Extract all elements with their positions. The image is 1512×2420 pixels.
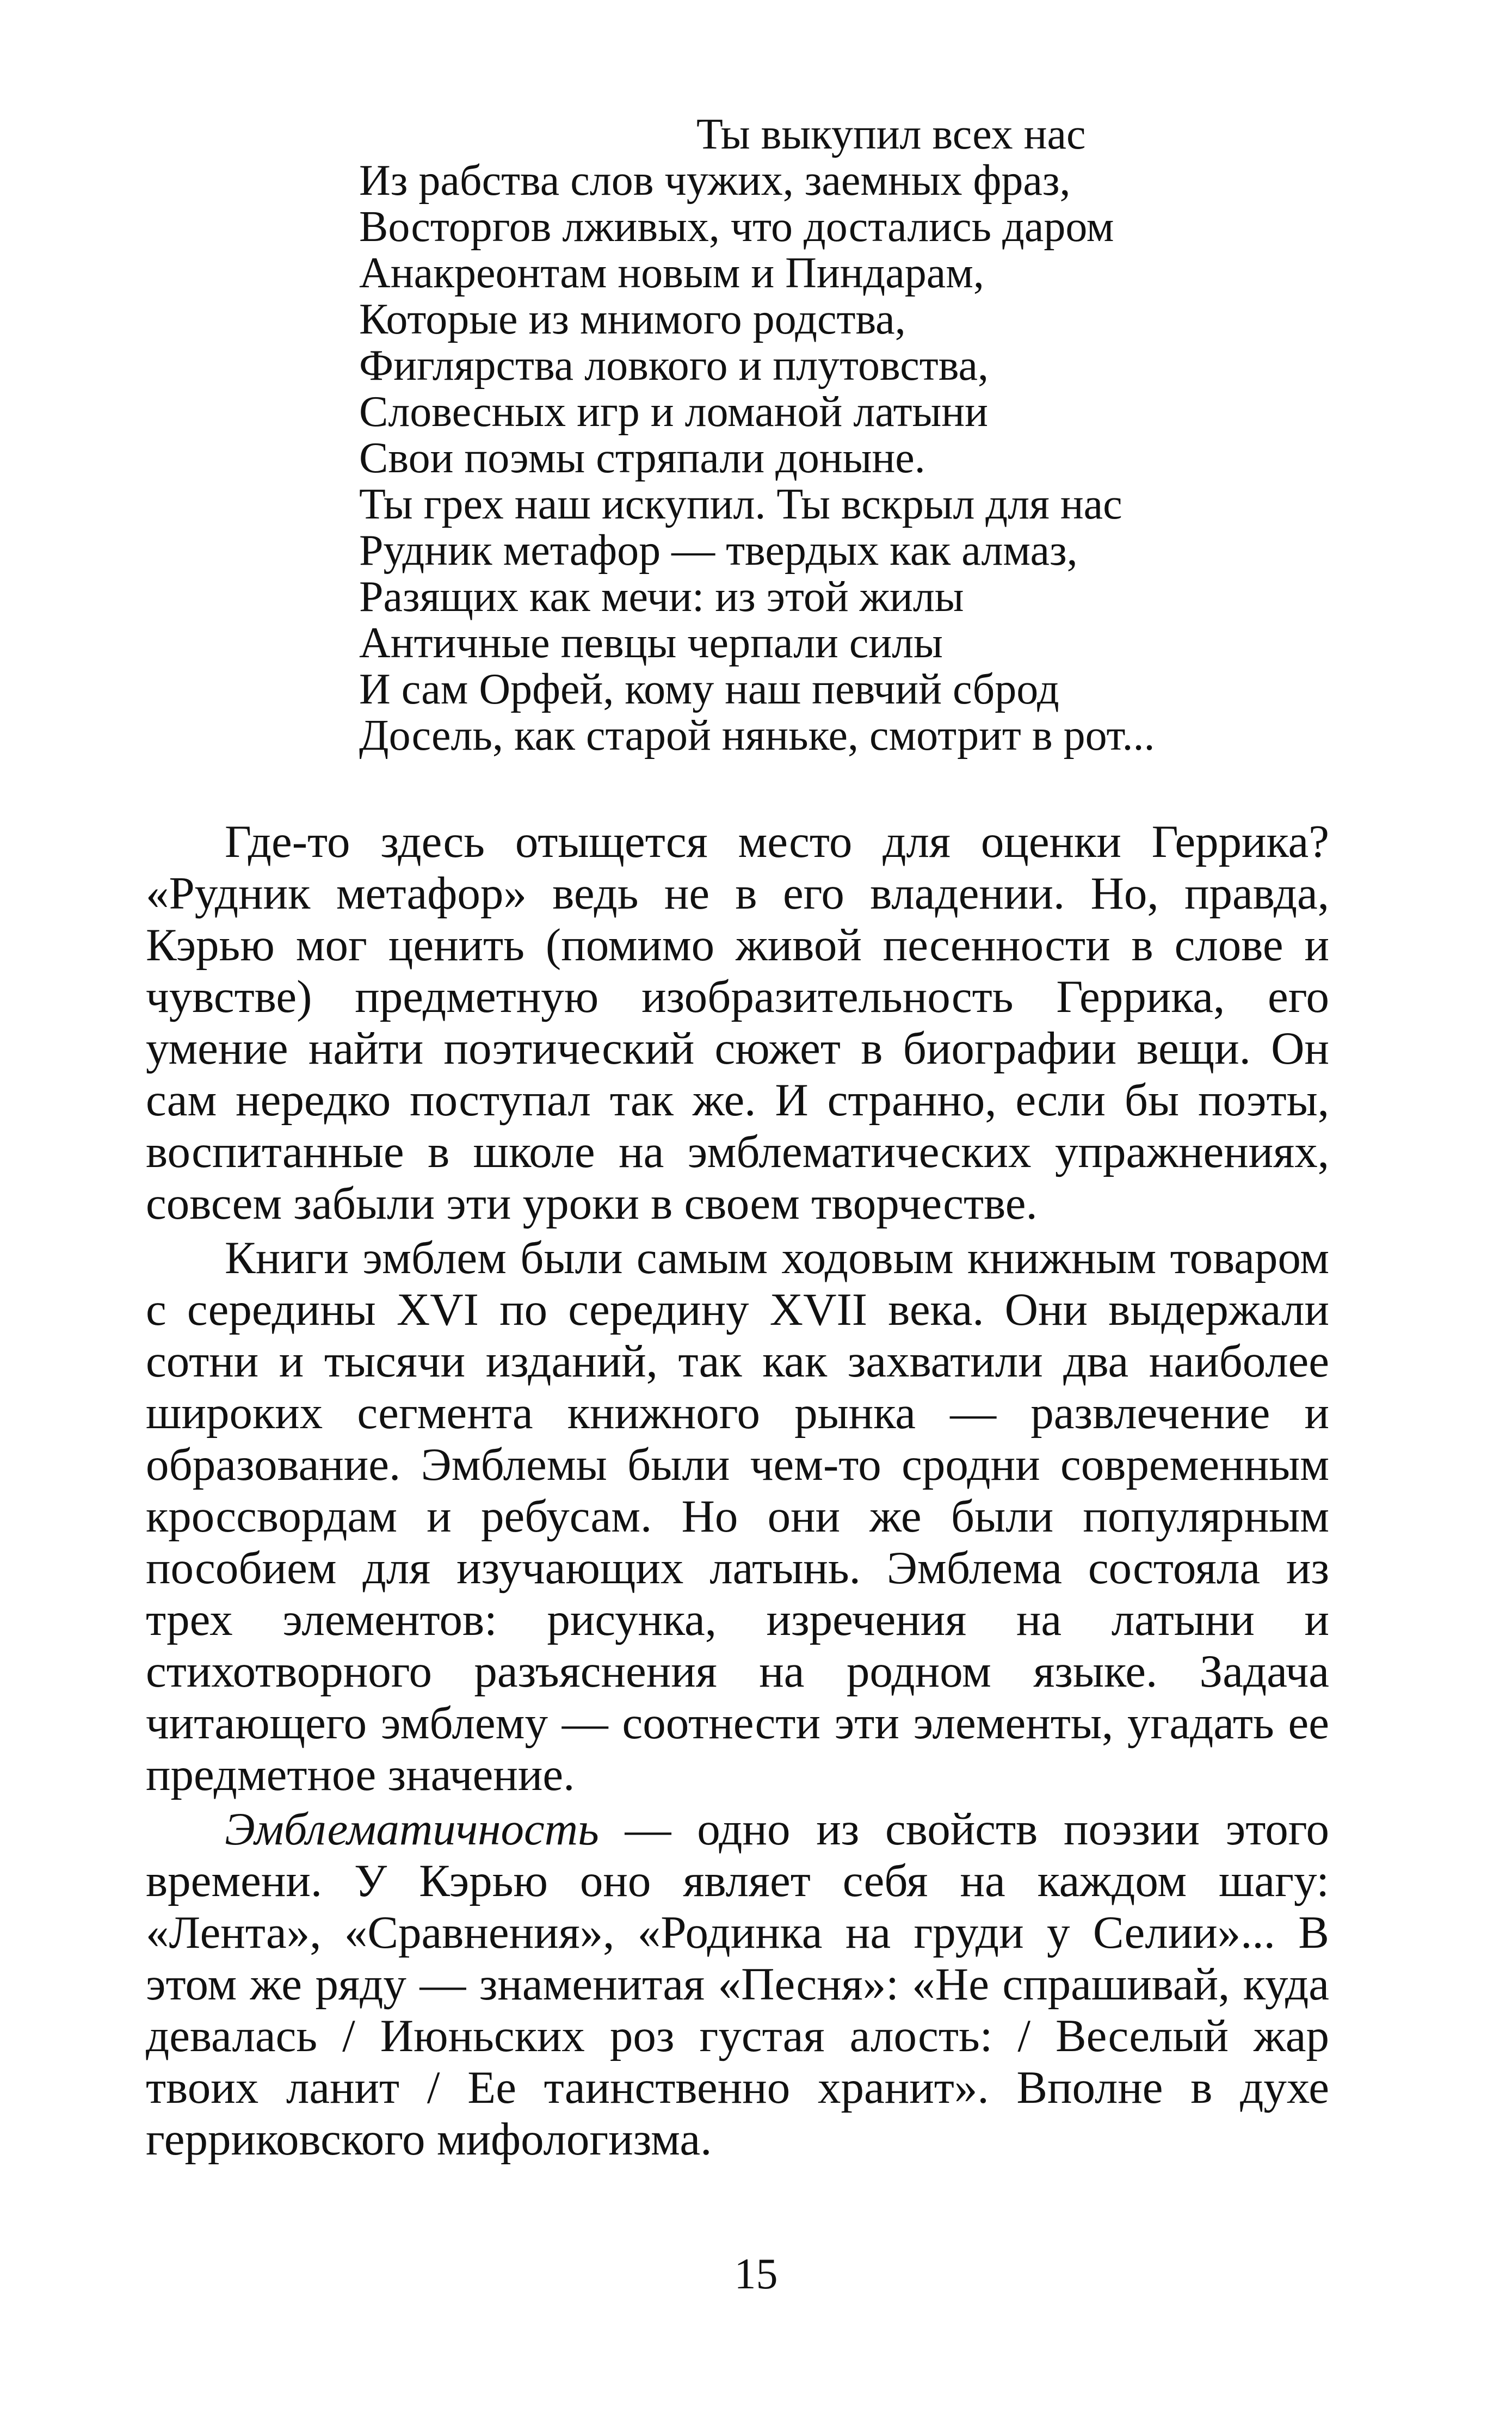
poem-line: Восторгов лживых, что достались даром: [359, 203, 1114, 251]
body-text: [146, 816, 1329, 2165]
paragraph-text: Где-то здесь отыщется место для оценки Геррика? «Рудник метафор» ведь не в его владении. Но, правда, Кэрью мог ценить (помимо живой песенности в слове и чувстве) предметную изобразительность Геррика, его умение найти поэтический сюжет в биографии вещи. Он сам нередко поступал так же. И странно, если бы поэты, воспитанные в школе на эмблематических упражнениях, совсем забыли эти уроки в своем творчестве.: [146, 816, 1329, 1229]
paragraph-text: — одно из свойств поэзии этого времени. У Кэрью оно являет себя на каждом шагу: «Лента», «Сравнения», «Родинка на груди у Селии»... В этом же ряду — знаменитая «Песня»: «Не спрашивай, куда девалась / Июньских роз густая алость: / Веселый жар твоих ланит / Ее таинственно хранит». Вполне в духе герриковского мифологизма.: [146, 1804, 1329, 2165]
poem-line: Античные певцы черпали силы: [359, 619, 943, 667]
poem-quotation: [359, 112, 1393, 759]
poem-line: Фиглярства ловкого и плутовства,: [359, 342, 989, 390]
paragraph: [146, 1232, 1329, 1801]
poem-line: Ты выкупил всех нас: [696, 110, 1086, 158]
page-number: 15: [734, 2250, 778, 2298]
poem-line: Из рабства слов чужих, заемных фраз,: [359, 157, 1071, 205]
paragraph-lead-italic: Эмблематичность: [225, 1804, 599, 1855]
paragraph: [146, 816, 1329, 1230]
poem-line: И сам Орфей, кому наш певчий сброд: [359, 665, 1059, 713]
poem-line: Которые из мнимого родства,: [359, 295, 906, 343]
poem-line: Свои поэмы стряпали доныне.: [359, 434, 925, 482]
poem-line: Ты грех наш искупил. Ты вскрыл для нас: [359, 480, 1122, 528]
paragraph: [146, 1804, 1329, 2165]
poem-line: Словесных игр и ломаной латыни: [359, 388, 988, 436]
paragraph-text: Книги эмблем были самым ходовым книжным товаром с середины XVI по середину XVII века. Они выдержали сотни и тысячи изданий, так как захватили два наиболее широких сегмента книжного рынка — развлечение и образование. Эмблемы были чем-то сродни современным кроссвордам и ребусам. Но они же были популярным пособием для изучающих латынь. Эмблема состояла из трех элементов: рисунка, изречения на латыни и стихотворного разъяснения на родном языке. Задача читающего эмблему — соотнести эти элементы, угадать ее предметное значение.: [146, 1232, 1329, 1800]
poem-line: Анакреонтам новым и Пиндарам,: [359, 249, 984, 297]
poem-line: Разящих как мечи: из этой жилы: [359, 573, 964, 621]
poem-line: Рудник метафор — твердых как алмаз,: [359, 527, 1078, 575]
poem-line: Досель, как старой няньке, смотрит в рот...: [359, 712, 1155, 760]
